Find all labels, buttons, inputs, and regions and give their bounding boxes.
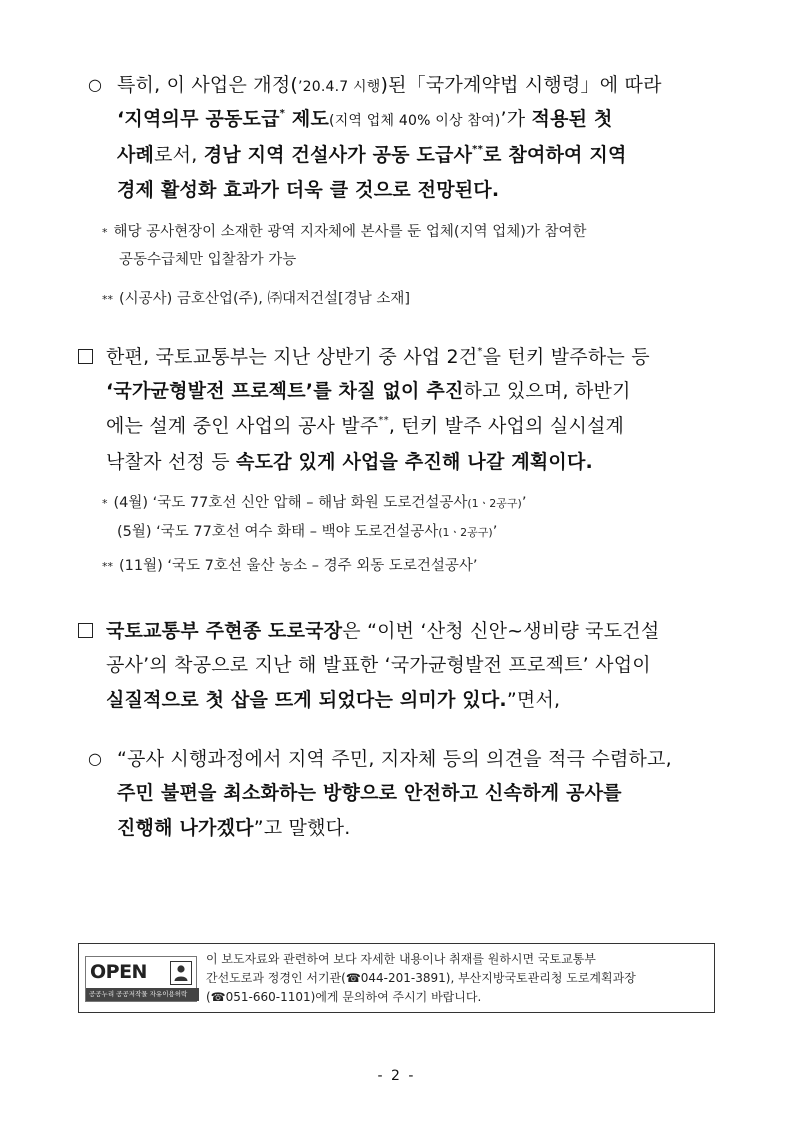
section2-footnote-2: ** (11월) ‘국도 7호선 울산 농소 – 경주 외동 도로건설공사’ (102, 558, 478, 574)
section1-footnote-1-cont: 공동수급체만 입찰참가 가능 (119, 252, 297, 268)
section2-footnote-1: * (4월) ‘국도 77호선 신안 압해 – 해남 화원 도로건설공사(1ㆍ2공구)’ (102, 495, 527, 511)
section4-line2: 주민 불편을 최소화하는 방향으로 안전하고 신속하게 공사를 (117, 782, 622, 804)
square-bullet (78, 623, 93, 638)
contact-text: 이 보도자료와 관련하여 보다 자세한 내용이나 취재를 원하시면 국토교통부 간선도로과 정경인 서기관(☎044-201-3891), 부산지방국토관리청 도로계획과장 (☎051-660-1101)에게 문의하여 주시기 바랍니다. (206, 952, 636, 1004)
section3-line2: 공사’의 착공으로 지난 해 발표한 ‘국가균형발전 프로젝트’ 사업이 (106, 654, 651, 676)
person-icon (170, 961, 192, 985)
section3-line3: 실질적으로 첫 삽을 뜨게 되었다는 의미가 있다.”면서, (106, 689, 561, 711)
open-logo-text: OPEN (90, 961, 147, 983)
section2-line2: ‘국가균형발전 프로젝트’를 차질 없이 추진하고 있으며, 하반기 (106, 380, 631, 402)
circle-bullet: ○ (88, 749, 102, 768)
section4-line3: 진행해 나가겠다”고 말했다. (117, 817, 351, 839)
license-strip: 공공누리 공공저작물 자유이용허락 (86, 988, 199, 1001)
open-license-logo (85, 956, 197, 1002)
contact-box (78, 943, 715, 1013)
section1-line4: 경제 활성화 효과가 더욱 클 것으로 전망된다. (117, 179, 500, 201)
section1-line3: 사례로서, 경남 지역 건설사가 공동 도급사**로 참여하여 지역 (117, 143, 627, 166)
section1-footnote-1: * 해당 공사현장이 소재한 광역 지자체에 본사를 둔 업체(지역 업체)가 참여한 (102, 224, 587, 240)
section1-footnote-2: ** (시공사) 금호산업(주), ㈜대저건설[경남 소재] (102, 291, 410, 307)
section2-line1: 한편, 국토교통부는 지난 상반기 중 사업 2건*을 턴키 발주하는 등 (106, 345, 650, 368)
square-bullet (78, 349, 93, 364)
section2-line4: 낙찰자 선정 등 속도감 있게 사업을 추진해 나갈 계획이다. (106, 451, 593, 473)
section2-line3: 에는 설계 중인 사업의 공사 발주**, 턴키 발주 사업의 실시설계 (106, 414, 625, 437)
section3-line1: 국토교통부 주현종 도로국장은 “이번 ‘산청 신안~생비량 국도건설 (106, 620, 660, 642)
section1-line2: ‘지역의무 공동도급* 제도(지역 업체 40% 이상 참여)’가 적용된 첫 (117, 107, 613, 130)
section4-line1: “공사 시행과정에서 지역 주민, 지자체 등의 의견을 적극 수렴하고, (117, 748, 672, 770)
section1-line1: 특히, 이 사업은 개정(’20.4.7 시행)된「국가계약법 시행령」에 따라 (117, 74, 662, 96)
section2-footnote-1-cont: (5월) ‘국도 77호선 여수 화태 – 백야 도로건설공사(1ㆍ2공구)’ (117, 524, 498, 540)
page-number: - 2 - (377, 1068, 416, 1084)
circle-bullet: ○ (88, 75, 102, 94)
